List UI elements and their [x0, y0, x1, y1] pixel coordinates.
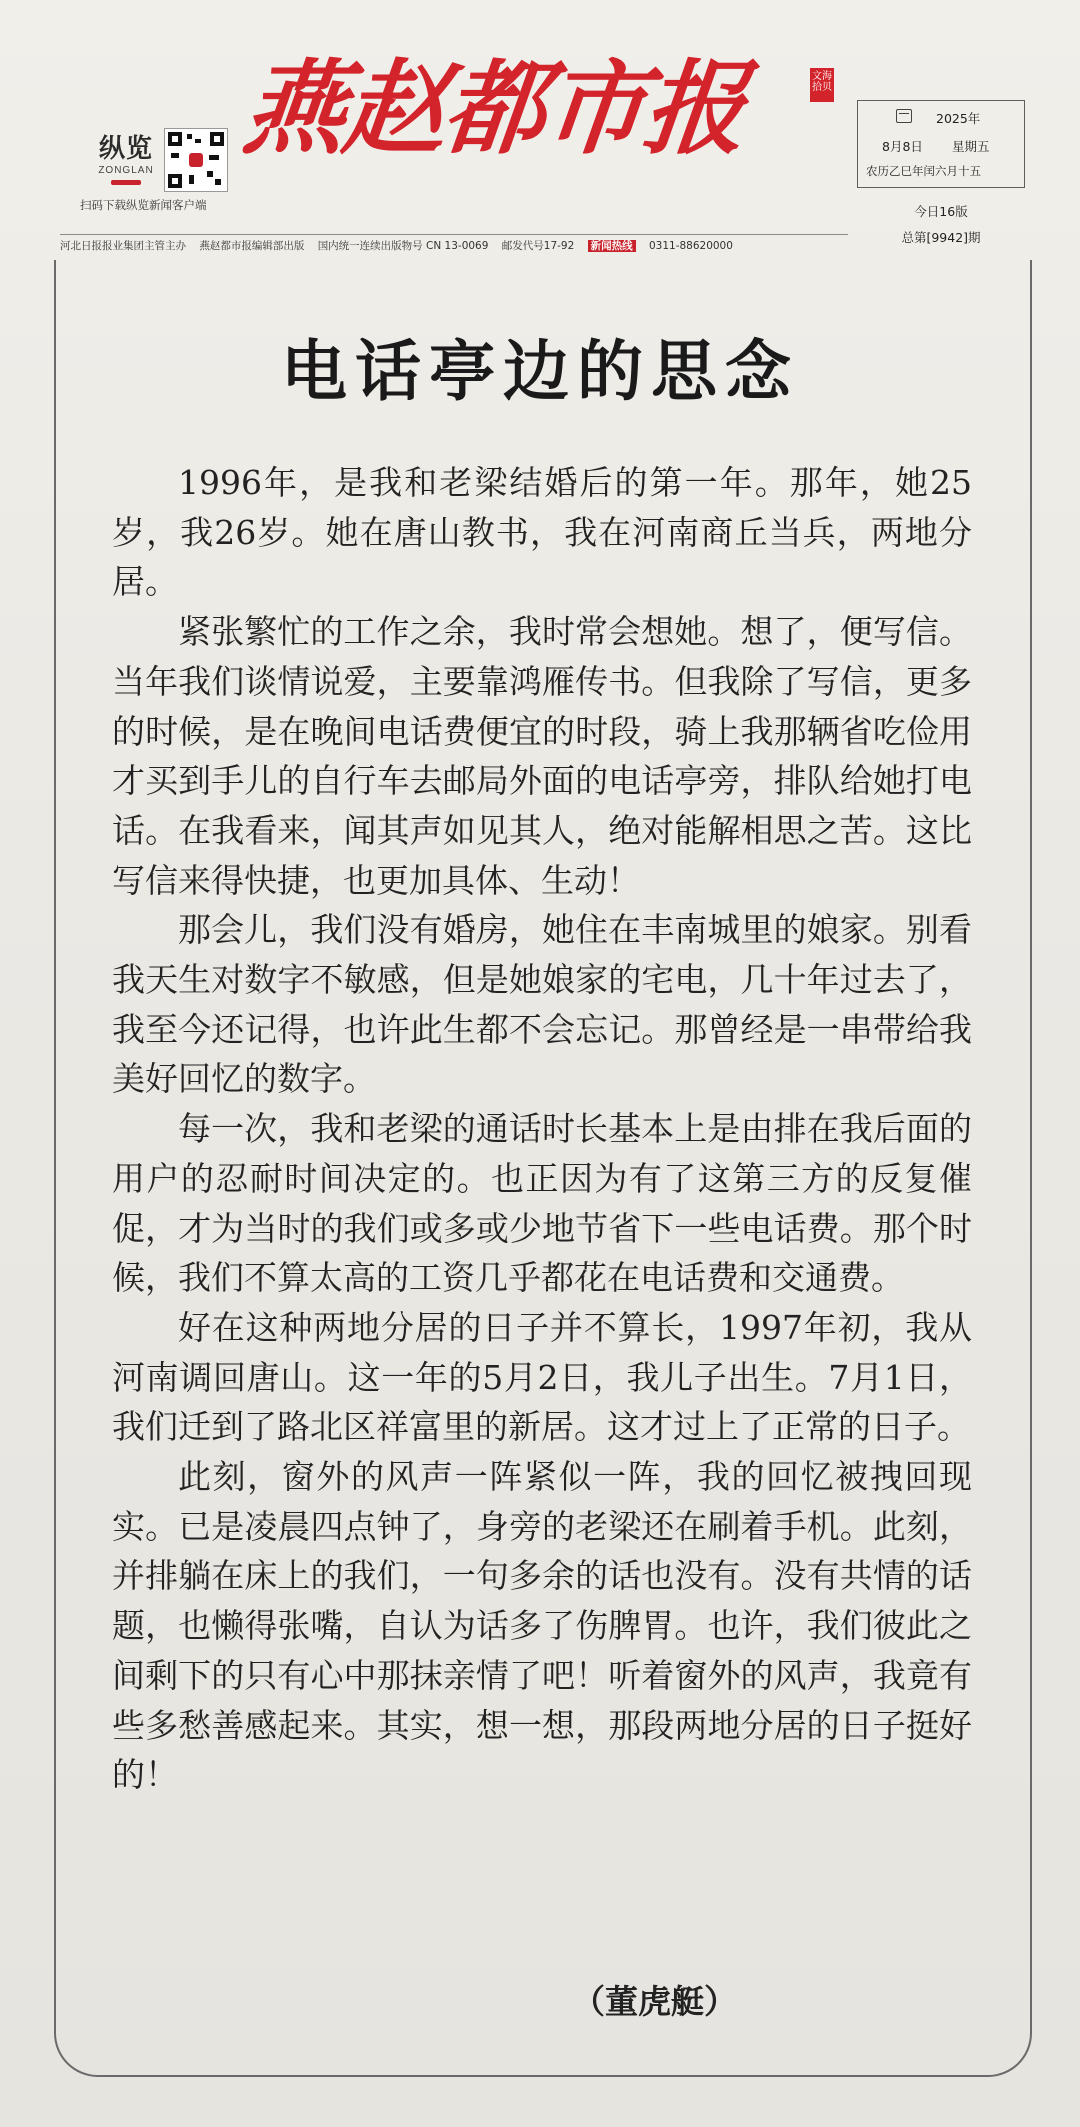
publication-info [60, 234, 848, 253]
author-byline: （董虎艇） [572, 1982, 737, 2021]
qr-finder [168, 132, 182, 146]
qr-module [195, 139, 201, 143]
hotline-number[interactable]: 0311-88620000 [648, 240, 733, 252]
paragraph: 每一次，我和老梁的通话时长基本上是由排在我后面的用户的忍耐时间决定的。也正因为有了这第三方的反复催促，才为当时的我们或多或少地节省下一些电话费。那个时候，我们不算太高的工资几乎都花在电话费和交通费。 [112, 1109, 972, 1298]
qr-module [209, 155, 219, 160]
article-title: 电话亭边的思念 [281, 332, 799, 410]
weekday-text: 星期五 [952, 139, 990, 154]
sponsor-text: 河北日报报业集团主管主办 [60, 240, 186, 252]
qr-module [189, 175, 194, 184]
issue-number: 总第[9942]期 [901, 230, 981, 245]
paragraph: 此刻，窗外的风声一阵紧似一阵，我的回忆被拽回现实。已是凌晨四点钟了，身旁的老梁还在刷着手机。此刻，并排躺在床上的我们，一句多余的话也没有。没有共情的话题，也懒得张嘴，自认为话多了伤脾胃。也许，我们彼此之间剩下的只有心中那抹亲情了吧！听着窗外的风声，我竟有些多愁善感起来。其实，想一想，那段两地分居的日子挺好的！ [112, 1457, 972, 1795]
scan-caption: 扫码下载纵览新闻客户端 [80, 198, 207, 212]
brand-mark [111, 180, 141, 185]
qr-center-logo [189, 153, 203, 167]
brand-name: 纵览 [98, 134, 153, 164]
qr-code[interactable] [164, 128, 228, 192]
hotline-label: 新闻热线 [588, 240, 636, 252]
publisher-text: 燕赵都市报编辑部出版 [199, 240, 305, 252]
date-box [857, 100, 1025, 188]
qr-finder [168, 174, 182, 188]
calendar-icon [896, 109, 912, 123]
cn-number: 国内统一连续出版物号 CN 13-0069 [317, 240, 489, 252]
qr-module [215, 179, 221, 185]
column-seal: 文海拾贝 [810, 68, 834, 102]
masthead [0, 0, 1080, 262]
zonglan-logo [86, 128, 166, 185]
lunar-date: 农历乙巳年闰六月十五 [866, 164, 981, 178]
date-text: 8月8日 [882, 139, 923, 154]
postal-code: 邮发代号17-92 [501, 240, 575, 252]
qr-module [207, 171, 213, 177]
paragraph: 1996年，是我和老梁结婚后的第一年。那年，她25岁，我26岁。她在唐山教书，我在河南商丘当兵，两地分居。 [112, 463, 972, 602]
paragraph: 好在这种两地分居的日子并不算长，1997年初，我从河南调回唐山。这一年的5月2日，我儿子出生。7月1日，我们迁到了路北区祥富里的新居。这才过上了正常的日子。 [112, 1307, 972, 1447]
paragraph: 那会儿，我们没有婚房，她住在丰南城里的娘家。别看我天生对数字不敏感，但是她娘家的宅电，几十年过去了，我至今还记得，也许此生都不会忘记。那曾经是一串带给我美好回忆的数字。 [112, 910, 972, 1099]
article-body [112, 458, 972, 1800]
brand-name-en: ZONGLAN [98, 165, 154, 176]
qr-module [171, 153, 179, 158]
qr-module [187, 134, 192, 139]
qr-finder [210, 132, 224, 146]
newspaper-title: 燕赵都市报 [237, 49, 751, 169]
paragraph: 紧张繁忙的工作之余，我时常会想她。想了，便写信。当年我们谈情说爱，主要靠鸿雁传书。但我除了写信，更多的时候，是在晚间电话费便宜的时段，骑上我那辆省吃俭用才买到手儿的自行车去邮局外面的电话亭旁，排队给她打电话。在我看来，闻其声如见其人，绝对能解相思之苦。这比写信来得快捷，也更加具体、生动！ [112, 612, 972, 900]
edition-count: 今日16版 [914, 204, 968, 219]
year-text: 2025年 [936, 111, 981, 126]
